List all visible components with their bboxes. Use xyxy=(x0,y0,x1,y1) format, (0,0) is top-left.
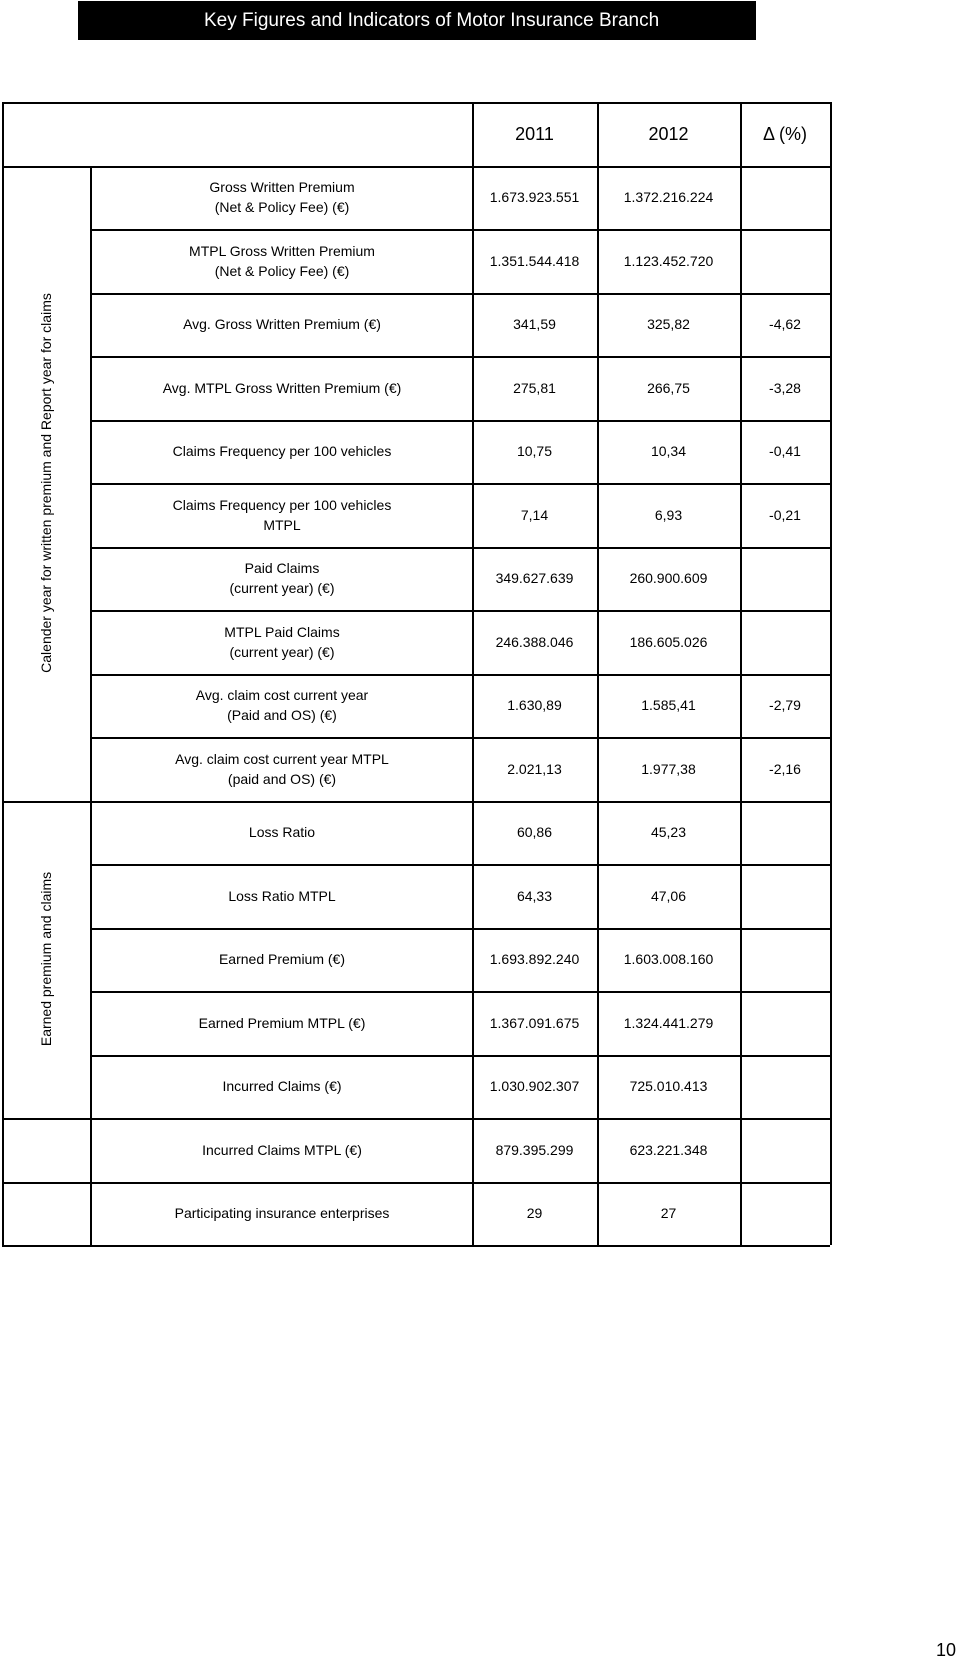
value-2012: 260.900.609 xyxy=(629,570,708,587)
value-2011: 1.030.902.307 xyxy=(489,1078,580,1095)
table-row-divider xyxy=(2,1245,830,1247)
value-2012: 47,06 xyxy=(650,887,687,904)
row-label: Loss Ratio MTPL xyxy=(228,887,336,904)
value-2012: 45,23 xyxy=(650,824,687,841)
column-header: 2011 xyxy=(515,123,554,144)
value-2012: 1.372.216.224 xyxy=(623,189,714,206)
row-label: Paid Claims (current year) (€) xyxy=(229,560,335,597)
value-2012: 325,82 xyxy=(647,316,690,333)
value-delta xyxy=(740,1118,830,1182)
value-delta: -3,28 xyxy=(769,379,801,396)
value-2012: 27 xyxy=(660,1205,677,1222)
value-delta xyxy=(740,864,830,928)
value-2011: 1.367.091.675 xyxy=(489,1014,580,1031)
value-delta xyxy=(740,610,830,674)
column-header: Δ (%) xyxy=(762,123,808,144)
value-2012: 10,34 xyxy=(650,443,687,460)
value-2012: 1.123.452.720 xyxy=(623,252,714,269)
value-delta xyxy=(740,547,830,611)
value-2011: 275,81 xyxy=(513,379,556,396)
row-label: Claims Frequency per 100 vehicles xyxy=(172,443,392,460)
row-label: Incurred Claims MTPL (€) xyxy=(202,1141,362,1158)
row-label: Earned Premium (€) xyxy=(218,951,346,968)
value-delta: -2,79 xyxy=(769,697,801,714)
value-2012: 186.605.026 xyxy=(629,633,708,650)
value-2011: 1.630,89 xyxy=(507,697,562,714)
value-2011: 7,14 xyxy=(520,506,549,523)
column-header: 2012 xyxy=(648,123,689,144)
value-delta xyxy=(740,1055,830,1119)
row-label: MTPL Paid Claims (current year) (€) xyxy=(224,623,340,660)
row-label: Avg. claim cost current year MTPL (paid and OS) (€) xyxy=(175,750,389,787)
value-2011: 1.673.923.551 xyxy=(489,189,580,206)
row-label: Claims Frequency per 100 vehicles MTPL xyxy=(172,496,392,533)
row-label: Loss Ratio xyxy=(248,824,316,841)
value-delta xyxy=(740,1182,830,1246)
value-2011: 1.693.892.240 xyxy=(489,951,580,968)
section-label-text: Earned premium and claims xyxy=(38,872,55,1047)
value-delta xyxy=(740,928,830,992)
row-label: Incurred Claims (€) xyxy=(222,1078,342,1095)
row-label: Avg. Gross Written Premium (€) xyxy=(183,316,381,333)
value-column-divider xyxy=(830,102,832,1245)
row-label: Avg. MTPL Gross Written Premium (€) xyxy=(162,379,402,396)
row-label: Earned Premium MTPL (€) xyxy=(198,1014,366,1031)
row-label: Participating insurance enterprises xyxy=(174,1205,390,1222)
value-delta xyxy=(740,229,830,293)
value-2011: 246.388.046 xyxy=(495,633,574,650)
value-2012: 1.603.008.160 xyxy=(623,951,714,968)
value-2011: 60,86 xyxy=(516,824,553,841)
value-2012: 6,93 xyxy=(654,506,683,523)
value-2012: 623.221.348 xyxy=(629,1141,708,1158)
row-label: Gross Written Premium (Net & Policy Fee) (€) xyxy=(209,179,355,216)
page-number: 10 xyxy=(935,1640,956,1660)
value-delta: -0,41 xyxy=(769,443,801,460)
value-2011: 879.395.299 xyxy=(495,1141,574,1158)
page-title: Key Figures and Indicators of Motor Insurance Branch xyxy=(78,1,756,40)
value-2012: 266,75 xyxy=(647,379,690,396)
value-delta: -0,21 xyxy=(769,506,801,523)
value-delta: -4,62 xyxy=(769,316,801,333)
section-label xyxy=(2,166,90,801)
value-delta xyxy=(740,991,830,1055)
value-2012: 1.977,38 xyxy=(641,760,696,777)
value-delta: -2,16 xyxy=(769,760,801,777)
value-2011: 29 xyxy=(526,1205,543,1222)
row-label: Avg. claim cost current year (Paid and OS) (€) xyxy=(195,687,369,724)
value-2012: 1.324.441.279 xyxy=(623,1014,714,1031)
value-2012: 1.585,41 xyxy=(641,697,696,714)
value-delta xyxy=(740,166,830,230)
value-2011: 341,59 xyxy=(513,316,556,333)
value-2011: 2.021,13 xyxy=(507,760,562,777)
value-2011: 1.351.544.418 xyxy=(489,252,580,269)
value-2012: 725.010.413 xyxy=(629,1078,708,1095)
value-2011: 64,33 xyxy=(516,887,553,904)
value-delta xyxy=(740,801,830,865)
value-2011: 10,75 xyxy=(516,443,553,460)
section-label xyxy=(2,801,90,1119)
section-label-text: Calender year for written premium and Report year for claims xyxy=(38,293,55,673)
value-2011: 349.627.639 xyxy=(495,570,574,587)
row-label: MTPL Gross Written Premium (Net & Policy Fee) (€) xyxy=(189,242,375,279)
